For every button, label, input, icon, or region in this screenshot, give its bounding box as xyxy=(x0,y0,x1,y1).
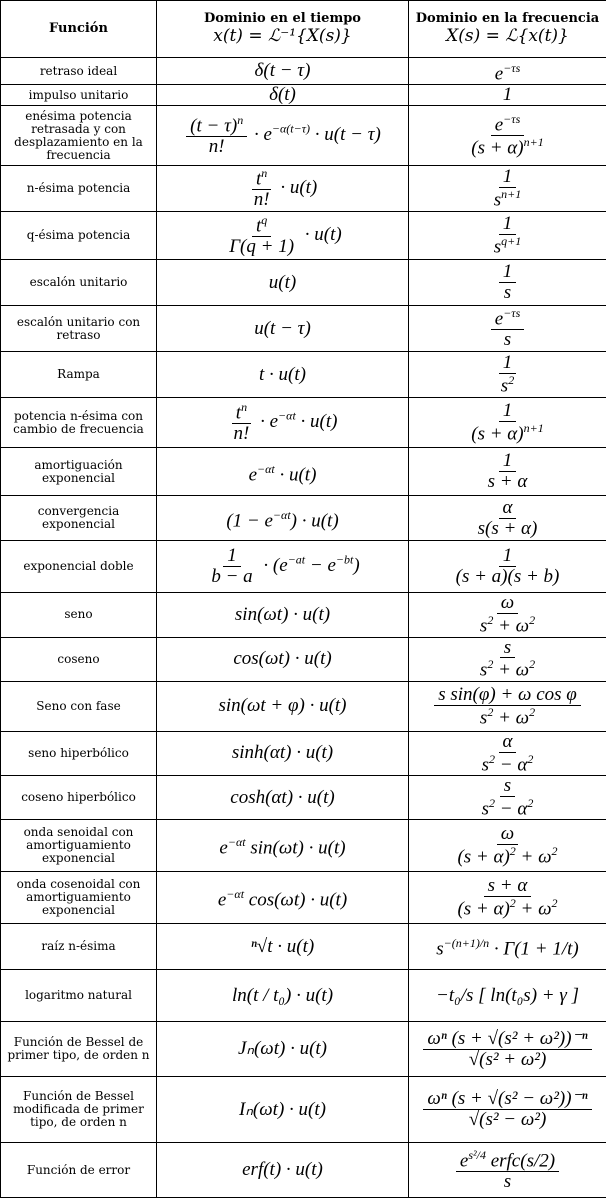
denominator: s xyxy=(503,282,512,304)
numerator: $e^{s^2/4}$ erfc(s/2) xyxy=(456,1149,559,1172)
frequency-domain-formula xyxy=(409,212,606,260)
numerator: 1 xyxy=(499,353,517,374)
frequency-domain-formula xyxy=(409,637,606,681)
table-row xyxy=(1,681,606,731)
table-row xyxy=(1,924,606,970)
fraction xyxy=(467,113,547,159)
time-domain-formula: δ(t) xyxy=(157,85,409,106)
numerator: s xyxy=(500,638,515,659)
denominator: $(s + \alpha)^{n+1}$ xyxy=(471,421,544,445)
function-name: Seno con fase xyxy=(1,681,157,731)
frequency-domain-formula: $e^{-\tau s}$ xyxy=(409,58,606,85)
numerator: s sin(φ) + ω cos φ xyxy=(434,685,581,706)
numerator: α xyxy=(499,498,517,519)
numerator: 1 xyxy=(499,546,517,567)
frequency-domain-formula xyxy=(409,398,606,448)
function-name: q-ésima potencia xyxy=(1,212,157,260)
frequency-domain-formula xyxy=(409,352,606,398)
denominator: √(s² − ω²) xyxy=(468,1109,547,1131)
table-row xyxy=(1,85,606,106)
function-name: onda cosenoidal con amortiguamiento exponencial xyxy=(1,872,157,924)
frequency-domain-formula xyxy=(409,820,606,872)
function-name: exponencial doble xyxy=(1,541,157,593)
denominator: $s^2 + \omega^2$ xyxy=(479,613,536,637)
time-domain-formula: ⁿ√t · u(t) xyxy=(157,924,409,970)
denominator: $s^2$ xyxy=(500,373,515,397)
fraction xyxy=(452,546,564,587)
denominator: $s^2 - \alpha^2$ xyxy=(481,795,534,820)
frequency-domain-formula xyxy=(409,106,606,166)
table-row xyxy=(1,1143,606,1198)
fraction xyxy=(499,262,517,303)
table-row xyxy=(1,1022,606,1077)
frequency-domain-formula xyxy=(409,681,606,731)
frequency-domain-formula: −t₀/s [ ln(t₀s) + γ ] xyxy=(409,970,606,1022)
table-row xyxy=(1,872,606,924)
denominator: $(s + \alpha)^{n+1}$ xyxy=(471,135,544,159)
function-name: Función de Bessel de primer tipo, de orden n xyxy=(1,1022,157,1077)
time-domain-formula: $\frac{t^n}{n!}$ · $e^{-\alpha t} \cdot u(t)$ xyxy=(157,398,409,448)
denominator: $s^{n+1}$ xyxy=(493,187,522,211)
numerator: $e^{-\tau s}$ xyxy=(491,307,525,330)
header-freq-domain xyxy=(409,1,606,58)
denominator: √(s² + ω²) xyxy=(468,1048,547,1070)
function-name: onda senoidal con amortiguamiento exponencial xyxy=(1,820,157,872)
time-domain-formula: erf(t) · u(t) xyxy=(157,1143,409,1198)
numerator: 1 xyxy=(223,546,241,567)
denominator: $s^2 - \alpha^2$ xyxy=(481,751,534,775)
fraction xyxy=(230,401,254,444)
fraction xyxy=(434,685,581,728)
denominator: n! xyxy=(233,423,250,445)
table-row xyxy=(1,352,606,398)
function-name: seno hiperbólico xyxy=(1,731,157,775)
fraction xyxy=(478,732,538,775)
denominator: n! xyxy=(253,189,270,211)
numerator: ω xyxy=(497,824,518,845)
denominator: s xyxy=(503,329,512,351)
function-name: coseno hiperbólico xyxy=(1,775,157,819)
function-name: retraso ideal xyxy=(1,58,157,85)
time-domain-formula: cos(ωt) · u(t) xyxy=(157,637,409,681)
function-name: raíz n-ésima xyxy=(1,924,157,970)
frequency-domain-formula xyxy=(409,775,606,819)
function-name: potencia n-ésima con cambio de frecuencia xyxy=(1,398,157,448)
function-name: escalón unitario xyxy=(1,260,157,306)
time-domain-formula: $(1 - e^{-\alpha t}) \cdot u(t)$ xyxy=(157,496,409,541)
numerator: 1 xyxy=(499,262,517,283)
time-domain-formula: ln(t / t₀) · u(t) xyxy=(157,970,409,1022)
numerator: $(t - \tau)^n$ xyxy=(186,114,247,137)
denominator: $s^2 + \omega^2$ xyxy=(479,704,536,728)
denominator: b − a xyxy=(211,566,253,588)
numerator: ωⁿ (s + √(s² − ω²))⁻ⁿ xyxy=(423,1089,591,1110)
header-time-formula: x(t) = ℒ⁻¹{X(s)} xyxy=(213,26,352,46)
table-row xyxy=(1,212,606,260)
time-domain-formula: cosh(αt) · u(t) xyxy=(157,775,409,819)
denominator: $s^2 + \omega^2$ xyxy=(479,657,536,681)
fraction xyxy=(186,114,247,157)
frequency-domain-formula xyxy=(409,166,606,212)
time-domain-formula: sin(ωt + φ) · u(t) xyxy=(157,681,409,731)
header-row xyxy=(1,1,606,58)
table-row xyxy=(1,775,606,819)
function-name: Rampa xyxy=(1,352,157,398)
fraction xyxy=(497,353,518,396)
table-row xyxy=(1,1077,606,1143)
function-name: seno xyxy=(1,593,157,637)
fraction xyxy=(490,214,526,257)
frequency-domain-formula: $s^{-(n+1)/n} \cdot \Gamma(1 + 1/t)$ xyxy=(409,924,606,970)
function-name: coseno xyxy=(1,637,157,681)
table-row xyxy=(1,496,606,541)
frequency-domain-formula xyxy=(409,541,606,593)
numerator: ωⁿ (s + √(s² + ω²))⁻ⁿ xyxy=(423,1029,591,1050)
frequency-domain-formula xyxy=(409,593,606,637)
table-row xyxy=(1,541,606,593)
denominator: s(s + α) xyxy=(477,517,538,539)
time-domain-formula: $e^{-\alpha t}$ sin(ωt) · u(t) xyxy=(157,820,409,872)
numerator: $e^{-\tau s}$ xyxy=(491,113,525,136)
table-row xyxy=(1,166,606,212)
numerator: 1 xyxy=(499,451,517,472)
header-freq-formula: X(s) = ℒ{x(t)} xyxy=(446,26,569,46)
table-row xyxy=(1,260,606,306)
frequency-domain-formula xyxy=(409,260,606,306)
numerator: α xyxy=(499,732,517,753)
numerator: ω xyxy=(497,593,518,614)
denominator: n! xyxy=(208,136,225,158)
denominator: s xyxy=(503,1170,512,1192)
numerator: s xyxy=(500,776,515,797)
denominator: $(s + \alpha)^2 + \omega^2$ xyxy=(457,895,558,920)
time-domain-formula: $\frac{(t - \tau)^n}{n!}$ · $e^{-\alpha(t-\tau)} \cdot u(t - \tau)$ xyxy=(157,106,409,166)
frequency-domain-formula xyxy=(409,306,606,352)
fraction xyxy=(476,593,539,636)
table-row xyxy=(1,306,606,352)
table-row xyxy=(1,593,606,637)
table-row xyxy=(1,398,606,448)
function-name: Función de error xyxy=(1,1143,157,1198)
frequency-domain-formula xyxy=(409,1077,606,1143)
function-name: n-ésima potencia xyxy=(1,166,157,212)
frequency-domain-formula xyxy=(409,1022,606,1077)
table-row xyxy=(1,820,606,872)
fraction xyxy=(453,876,561,919)
frequency-domain-formula: 1 xyxy=(409,85,606,106)
time-domain-formula: $\frac{t^n}{n!}$ · u(t) xyxy=(157,166,409,212)
fraction xyxy=(250,167,274,210)
fraction xyxy=(490,167,526,210)
frequency-domain-formula xyxy=(409,731,606,775)
numerator: 1 xyxy=(499,214,517,235)
fraction xyxy=(491,307,525,350)
fraction xyxy=(478,776,538,819)
denominator: $(s + \alpha)^2 + \omega^2$ xyxy=(457,843,558,868)
time-domain-formula: $\frac{1}{b - a}$ · $(e^{-at} - e^{-bt})$ xyxy=(157,541,409,593)
time-domain-formula: sinh(αt) · u(t) xyxy=(157,731,409,775)
fraction xyxy=(423,1029,591,1070)
time-domain-formula: $e^{-\alpha t} \cdot u(t)$ xyxy=(157,448,409,496)
time-domain-formula: Jₙ(ωt) · u(t) xyxy=(157,1022,409,1077)
table-row xyxy=(1,637,606,681)
fraction xyxy=(225,214,298,257)
table-row xyxy=(1,106,606,166)
denominator: s + α xyxy=(487,471,528,493)
fraction xyxy=(467,401,547,444)
time-domain-formula: $e^{-\alpha t}$ cos(ωt) · u(t) xyxy=(157,872,409,924)
time-domain-formula: $\frac{t^q}{\Gamma(q + 1)}$ · u(t) xyxy=(157,212,409,260)
function-name: amortiguación exponencial xyxy=(1,448,157,496)
time-domain-formula: u(t − τ) xyxy=(157,306,409,352)
function-name: escalón unitario con retraso xyxy=(1,306,157,352)
denominator: $s^{q+1}$ xyxy=(493,234,522,258)
header-time-domain xyxy=(157,1,409,58)
numerator: s + α xyxy=(484,876,532,897)
function-name: enésima potencia retrasada y con desplazamiento en la frecuencia xyxy=(1,106,157,166)
time-domain-formula: t · u(t) xyxy=(157,352,409,398)
denominator: Γ(q + 1) xyxy=(229,236,295,258)
table-row xyxy=(1,731,606,775)
header-time-label: Dominio en el tiempo xyxy=(204,11,361,26)
fraction xyxy=(476,638,539,681)
fraction xyxy=(456,1149,559,1192)
table-row xyxy=(1,448,606,496)
fraction xyxy=(474,498,542,539)
function-name: impulso unitario xyxy=(1,85,157,106)
time-domain-formula: Iₙ(ωt) · u(t) xyxy=(157,1077,409,1143)
time-domain-formula: δ(t − τ) xyxy=(157,58,409,85)
header-function: Función xyxy=(1,1,157,58)
function-name: logaritmo natural xyxy=(1,970,157,1022)
numerator: $t^q$ xyxy=(252,214,271,237)
fraction xyxy=(207,546,256,587)
fraction xyxy=(484,451,532,492)
time-domain-formula: u(t) xyxy=(157,260,409,306)
numerator: 1 xyxy=(499,401,517,422)
frequency-domain-formula xyxy=(409,872,606,924)
fraction xyxy=(453,824,561,867)
frequency-domain-formula xyxy=(409,448,606,496)
denominator: (s + a)(s + b) xyxy=(455,566,560,588)
table-row xyxy=(1,970,606,1022)
function-name: Función de Bessel modificada de primer tipo, de orden n xyxy=(1,1077,157,1143)
header-freq-label: Dominio en la frecuencia xyxy=(415,11,600,26)
frequency-domain-formula xyxy=(409,496,606,541)
function-name: convergencia exponencial xyxy=(1,496,157,541)
numerator: $t^n$ xyxy=(252,167,271,190)
numerator: $t^n$ xyxy=(232,401,251,424)
frequency-domain-formula xyxy=(409,1143,606,1198)
numerator: 1 xyxy=(499,167,517,188)
time-domain-formula: sin(ωt) · u(t) xyxy=(157,593,409,637)
table-row xyxy=(1,58,606,85)
fraction xyxy=(423,1089,591,1130)
